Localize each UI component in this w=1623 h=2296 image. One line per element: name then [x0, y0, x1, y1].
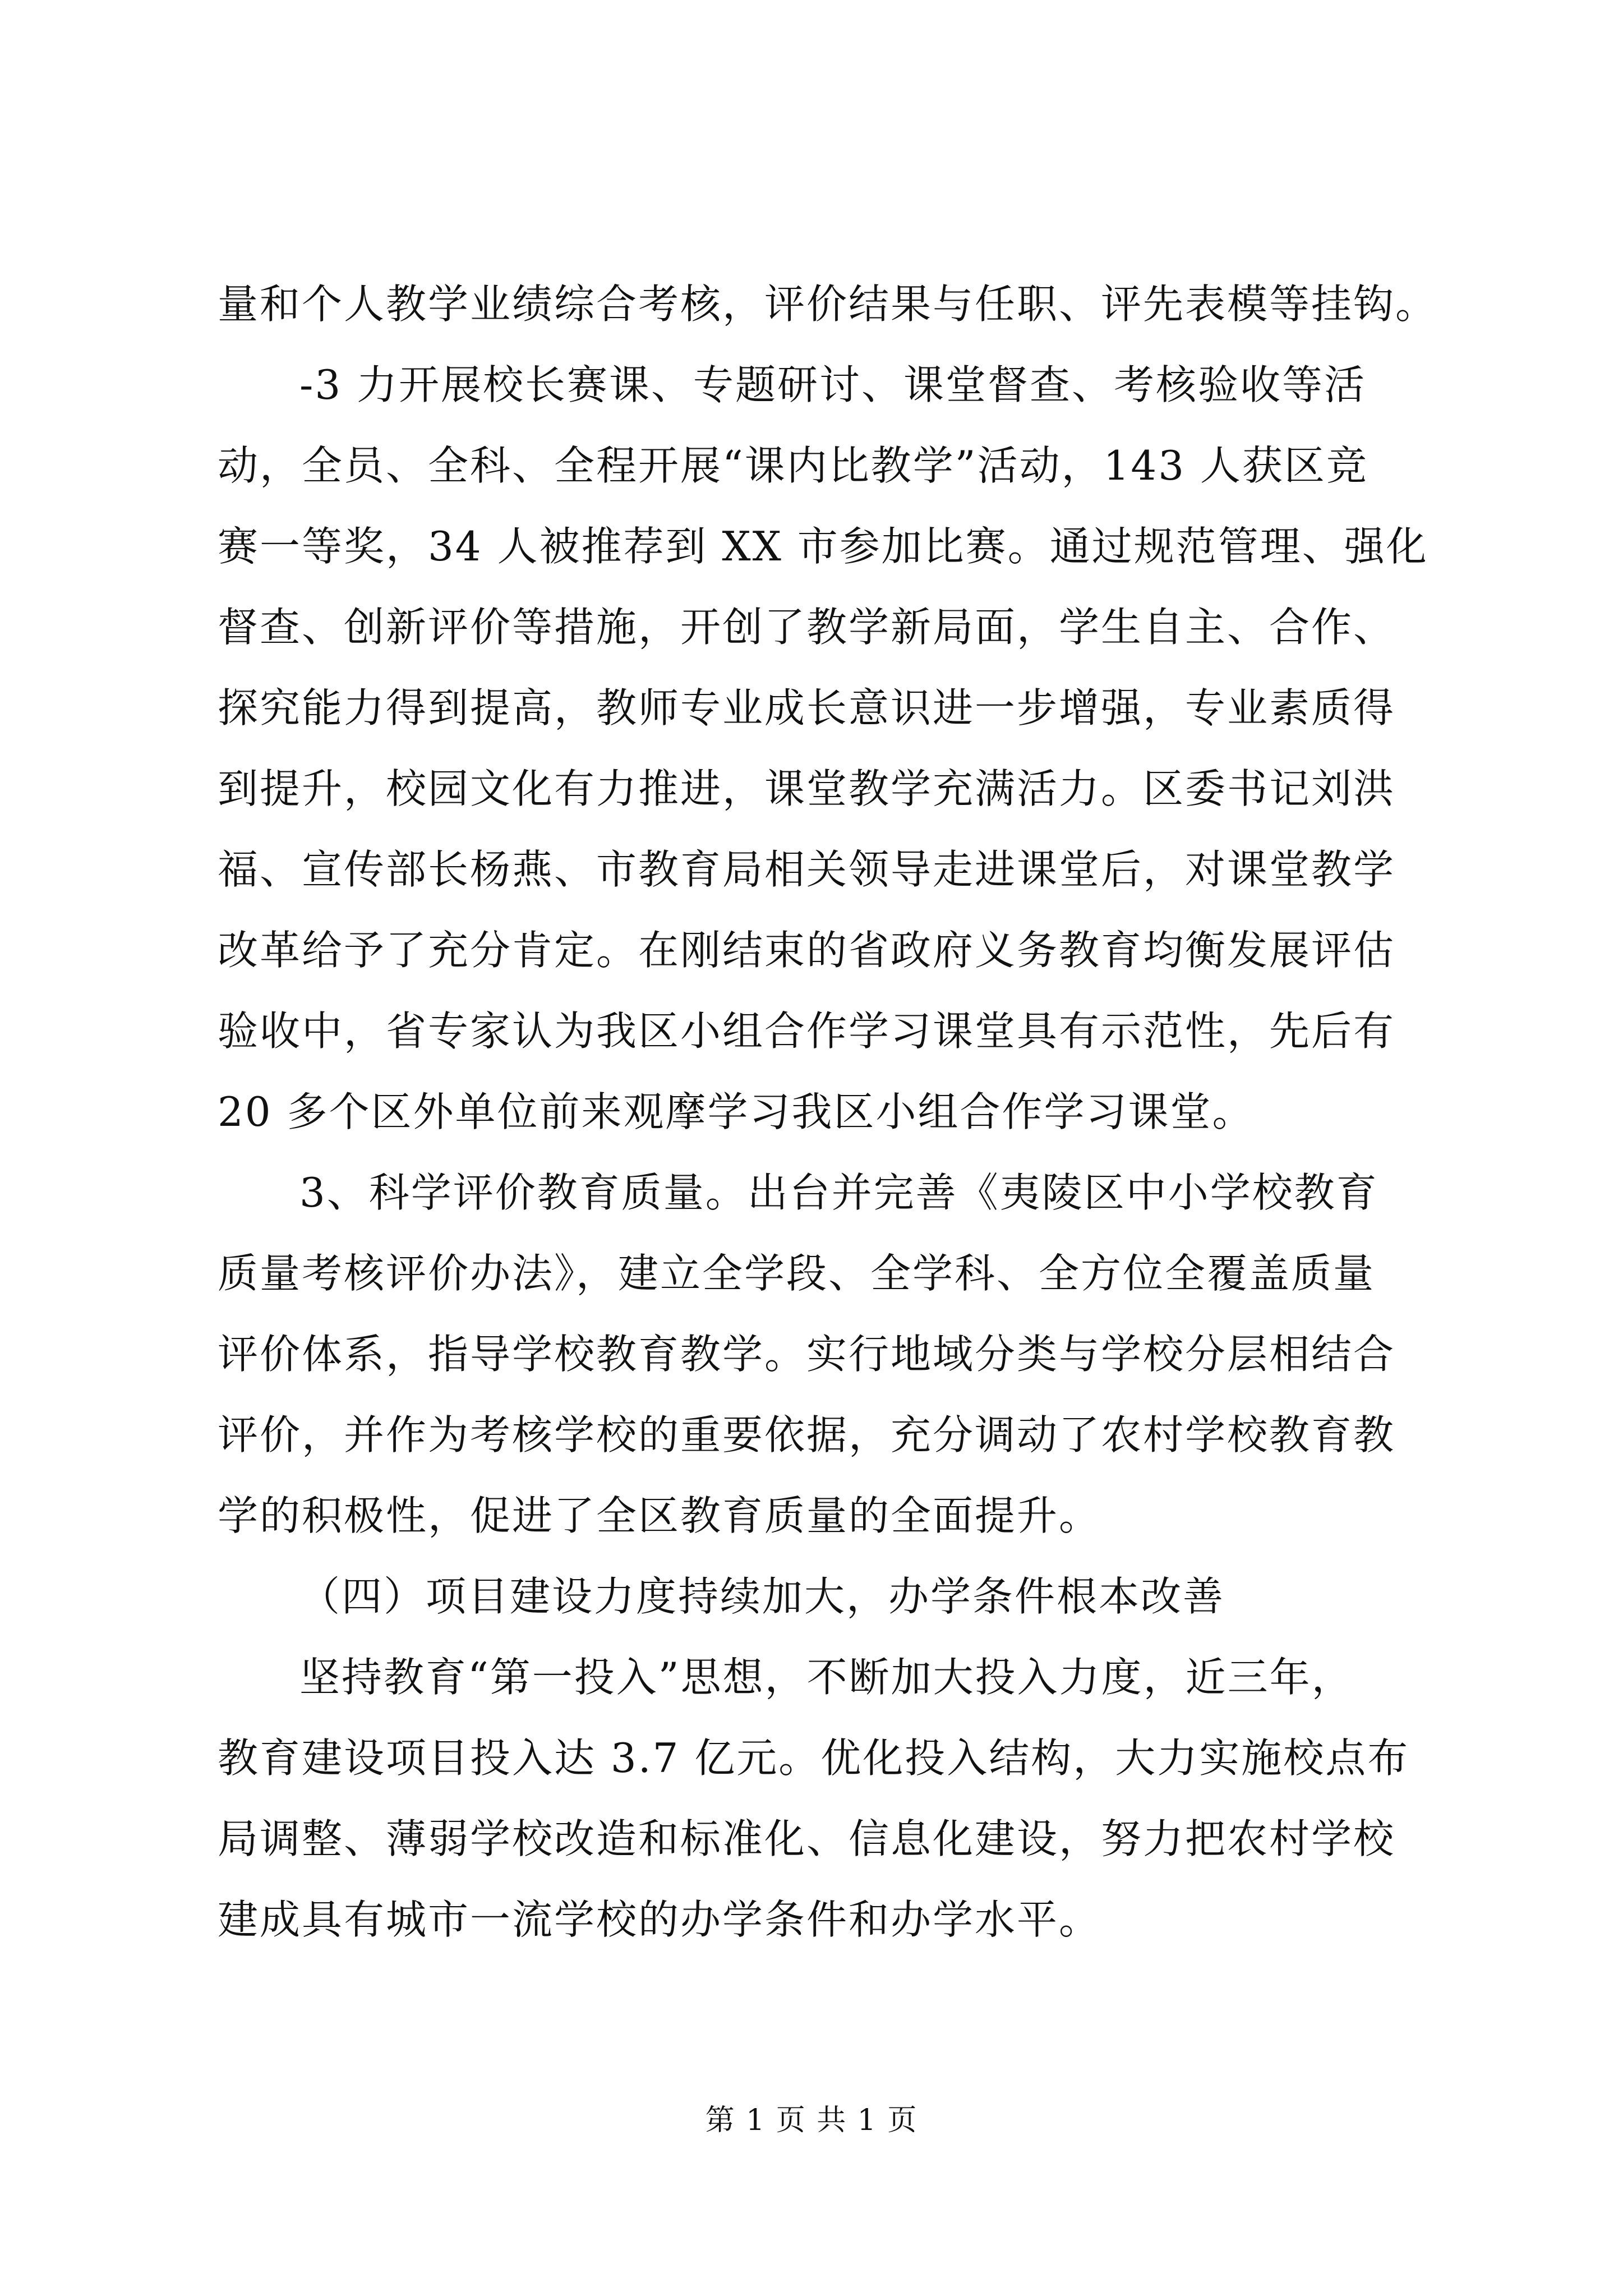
paragraph-line: 动，全员、全科、全程开展“课内比教学”活动，143 人获区竞 — [218, 442, 1368, 489]
paragraph-line: 验收中，省专家认为我区小组合作学习课堂具有示范性，先后有 — [218, 1007, 1396, 1055]
paragraph-line: 学的积极性，促进了全区教育质量的全面提升。 — [218, 1492, 1101, 1539]
paragraph-line: 教育建设项目投入达 3.7 亿元。优化投入结构，大力实施校点布 — [218, 1734, 1410, 1782]
page-footer: 第 1 页 共 1 页 — [705, 2104, 918, 2137]
paragraph-line: 改革给予了充分肯定。在刚结束的省政府义务教育均衡发展评估 — [218, 927, 1396, 974]
paragraph-line: 20 多个区外单位前来观摩学习我区小组合作学习课堂。 — [218, 1088, 1255, 1135]
paragraph-line: 福、宣传部长杨燕、市教育局相关领导走进课堂后，对课堂教学 — [218, 846, 1396, 893]
paragraph-line: 质量考核评价办法》，建立全学段、全学科、全方位全覆盖质量 — [218, 1250, 1376, 1297]
paragraph-line: 建成具有城市一流学校的办学条件和办学水平。 — [218, 1896, 1101, 1943]
paragraph-line: 督查、创新评价等措施，开创了教学新局面，学生自主、合作、 — [218, 604, 1396, 651]
paragraph-line: 到提升，校园文化有力推进，课堂教学充满活力。区委书记刘洪 — [218, 765, 1396, 812]
paragraph-line: 量和个人教学业绩综合考核，评价结果与任职、评先表模等挂钩。 — [218, 280, 1438, 328]
paragraph-line: 3、科学评价教育质量。出台并完善《夷陵区中小学校教育 — [299, 1169, 1378, 1216]
paragraph-line: 评价体系，指导学校教育教学。实行地域分类与学校分层相结合 — [218, 1331, 1396, 1378]
paragraph-line: -3 力开展校长赛课、专题研讨、课堂督查、考核验收等活 — [299, 361, 1367, 408]
paragraph-line: 探究能力得到提高，教师专业成长意识进一步增强，专业素质得 — [218, 684, 1396, 731]
section-heading: （四）项目建设力度持续加大，办学条件根本改善 — [299, 1573, 1225, 1620]
paragraph-line: 评价，并作为考核学校的重要依据，充分调动了农村学校教育教 — [218, 1411, 1396, 1458]
paragraph-line: 坚持教育“第一投入”思想，不断加大投入力度，近三年， — [299, 1654, 1354, 1701]
paragraph-line: 局调整、薄弱学校改造和标准化、信息化建设，努力把农村学校 — [218, 1815, 1396, 1862]
document-body — [218, 264, 1438, 1960]
paragraph-line: 赛一等奖，34 人被推荐到 XX 市参加比赛。通过规范管理、强化 — [218, 523, 1428, 570]
